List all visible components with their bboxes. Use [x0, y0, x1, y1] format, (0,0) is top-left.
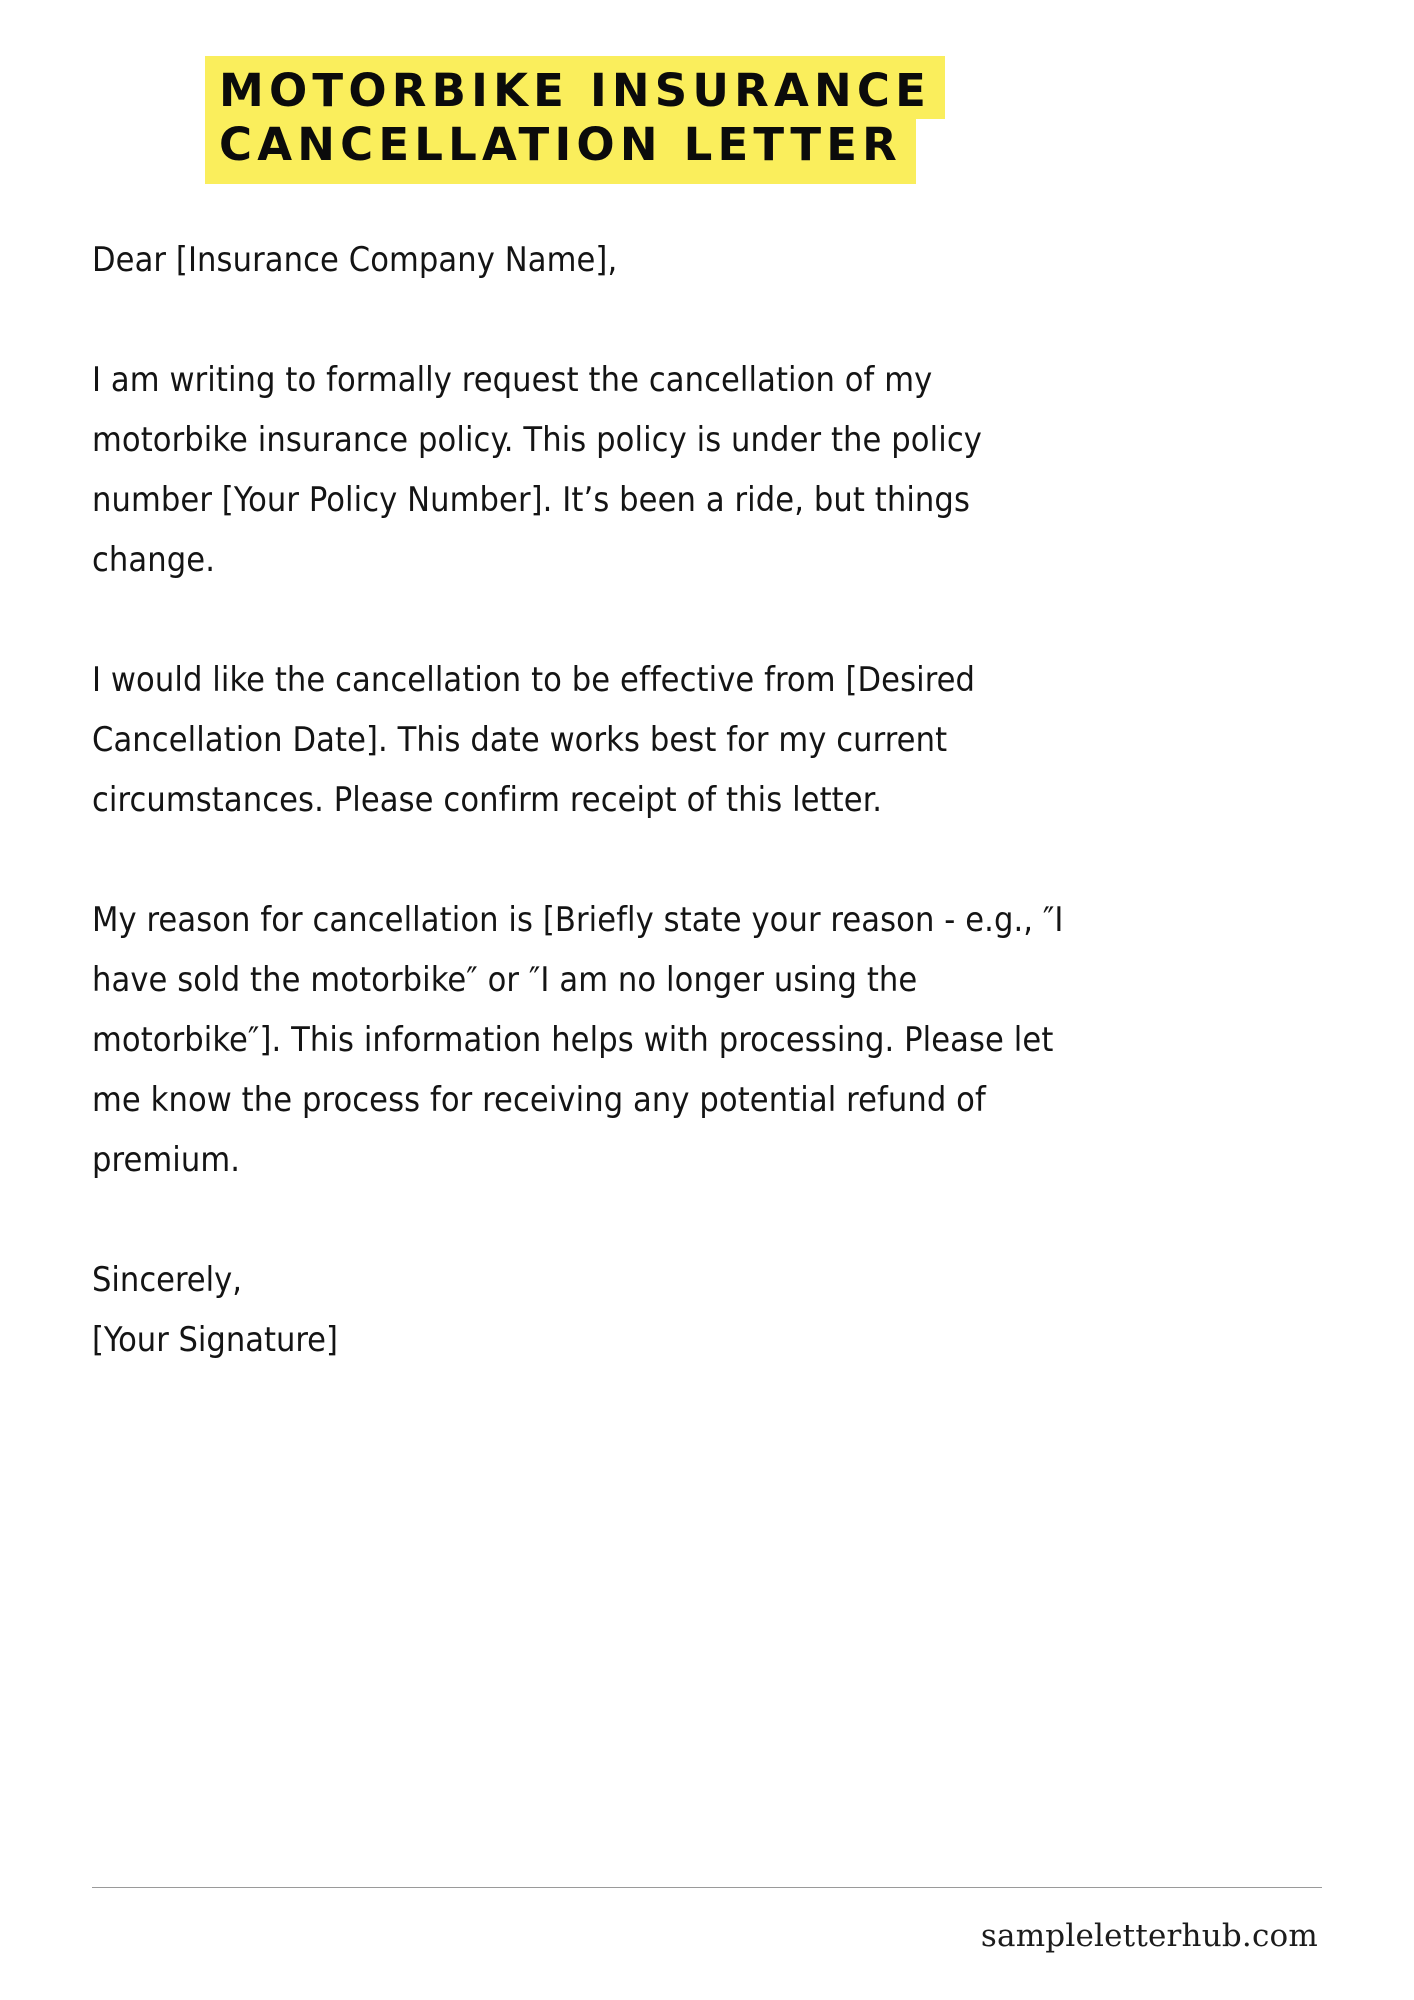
- page-title: [0, 0, 1414, 184]
- letter-body: [0, 230, 1414, 1370]
- salutation: Dear [Insurance Company Name],: [92, 240, 618, 280]
- body-paragraph-3: My reason for cancellation is [Briefly state your reason - e.g., ″I have sold the motorbike″ or ″I am no longer using the motorbike″]. This information helps with processing. Please let me know the process for receiving any potential refund of premium.: [92, 900, 1064, 1180]
- closing-salutation: Sincerely,: [92, 1260, 242, 1300]
- footer-website: sampleletterhub.com: [980, 1918, 1318, 1954]
- footer-divider: [92, 1887, 1322, 1888]
- signature-placeholder: [Your Signature]: [92, 1320, 338, 1360]
- body-paragraph-2: I would like the cancellation to be effective from [Desired Cancellation Date]. This date works best for my current circumstances. Please confirm receipt of this letter.: [92, 660, 976, 820]
- body-paragraph-1: I am writing to formally request the cancellation of my motorbike insurance policy. This policy is under the policy number [Your Policy Number]. It’s been a ride, but things change.: [92, 360, 982, 580]
- signature-block: [92, 1250, 1324, 1370]
- page-title-line-1: MOTORBIKE INSURANCE: [205, 56, 945, 119]
- page-footer: [92, 1887, 1322, 1954]
- page-title-line-2: CANCELLATION LETTER: [205, 118, 916, 184]
